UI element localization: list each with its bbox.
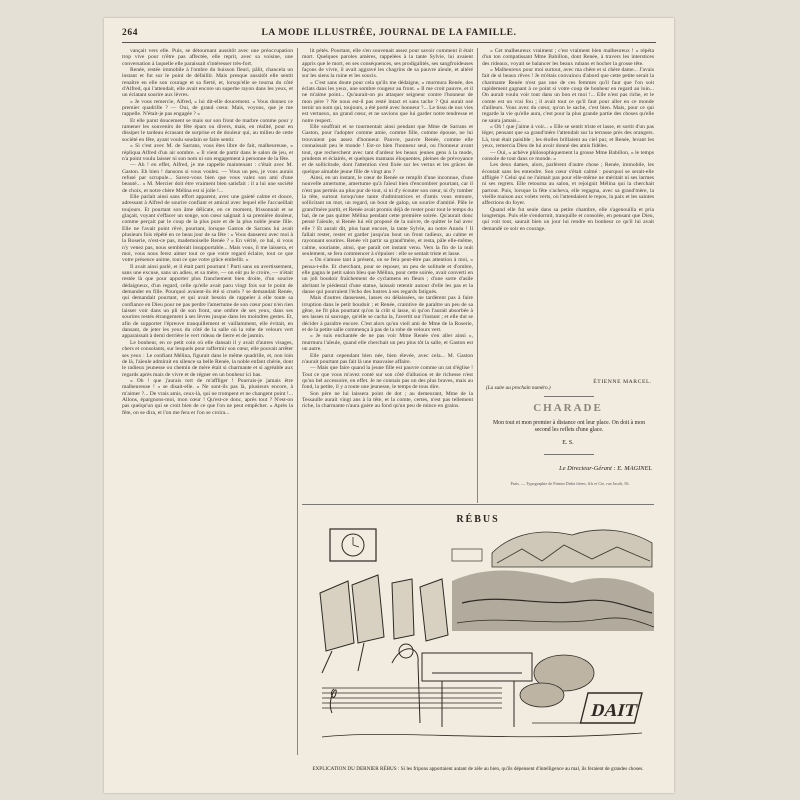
- column-divider: [477, 48, 478, 503]
- charade-text: Mon tout et mon premier à distance ont leur place. On doit à mon second les reflets d'une glace.: [493, 420, 645, 433]
- section-rule: [302, 504, 654, 505]
- text-column-1: [122, 48, 293, 755]
- story-author: ÉTIENNE MARCEL.: [593, 379, 652, 385]
- continued-note: (La suite au prochain numéro.): [486, 385, 551, 391]
- paragraph: Renée, restée immobile à l'ombre du buisson fleuri, pâlit, chancela un instant et fut sur le point de défaillir. Mais presque aussitôt elle sentit renaître en elle son courage et sa fierté, et, lorsqu'elle se tourna du côté d'Alfred, qui l'attendait, elle avait encore un superbe rayon dans les yeux, et un éclatant sourire aux lèvres.: [122, 67, 293, 99]
- rebus-explanation: EXPLICATION DU DERNIER RÉBUS : Si les fripons apportaient autant de zèle au bien, qu'ils dépensent d'intelligence au mal, ils feraient de grandes choses.: [312, 766, 644, 772]
- rebus-illustration: [302, 523, 656, 761]
- paragraph: « Oh ! que j'aurais tort de m'affliger ! Pourrais-je jamais être malheureuse ! » se disait-elle. « Ne sont-ils pas là, plusieurs encore, à m'aimer ?... De vrais amis, ceux-là, qui ne trompent et ne changent point !... Allons, épargnons-moi, mon cœur ! Qu'est-ce donc, après tout ? N'est-on pas quelqu'un qui se croit bien de ce que l'on ne peut empêcher. » Après la fête, on se dira, et l'on me fera et l'on se croira...: [122, 377, 293, 416]
- paragraph: — Mais que faire quand la jeune fille est pauvre comme un rat d'église ! Tout ce que vous m'avez conté sur son côté d'allusion et de richesse n'est qu'un bel accessoire, en effet. Je ne connais pas un des plus braves, mais au fond, la petite, il y a toute une jeunesse, le temps de tous dire.: [302, 365, 473, 391]
- section-rule: [544, 454, 594, 455]
- header-rule: [122, 42, 656, 43]
- paragraph: Son père ne lui laissera point de dot ; au demeurant, Mme de la Tessaulle aurait vingt ans à la tête, et la comte, certes, n'est pas tellement riche, la charmante n'aura guère au fond qu'un peu de mince en grains.: [302, 390, 473, 410]
- svg-text:DAIT: DAIT: [589, 700, 640, 720]
- printer-credit: Paris. — Typographie de Firmin Didot frères, fils et Cie, rue Jacob, 56.: [510, 481, 630, 486]
- ground-line: [322, 733, 642, 737]
- landscape-drawing: [452, 530, 652, 567]
- paragraph: Quand elle fut seule dans sa petite chambre, elle s'agenouilla et pria longtemps. Puis elle s'endormit, tranquille et consolée, en pensant que Dieu, qui voit tout, saurait bien un jour lui rendre en bonheur ce qu'il lui avait demandé ce soir en courage.: [482, 206, 654, 232]
- charade-signature: E. S.: [562, 440, 574, 446]
- paragraph: Il avait ainsi parlé, et il était parti pourtant ! Parti sans un avertissement, sans une excuse, sans un adieu, et sa mère, — on eût pu le croire, — n'était restée là que pour apporter plus franchement bien droite, d'un sourire dédaigneux, d'un regard, celle qu'elle avait paru vingt fois sur le point de demander en fille. Pourquoi avaient-ils été si cruels ? se demandait Renée, qui demandait pourtant, et qui avait besoin de rappeler à elle toute sa confiance en Dieu pour ne pas perdre l'amertume de son cœur pour n'en rien laisser voir dans un pli de son front, une ombre de ses yeux, dans ses sourires restés étrangement à ses lèvres jusque dans les moindres gestes. Et, afin de supporter l'épreuve tranquillement et vaillamment, elle évitait, en dansant, de jeter les yeux du côté de la salle où la robe de velours vert apparaissait à demi derrière le vert rideau de lierre et de jasmin.: [122, 263, 293, 340]
- paragraph: « Cet malheureux vraiment ; c'est vraiment bien malheureux ! » répéta d'un ton compatissant Mme Babillon, dont Renée, à travers les interstices des rideaux, voyait se balancer les beaux rubans et hocher la grosse tête.: [482, 48, 654, 67]
- paragraph: « Si c'est avec M. de Sarrans, vous êtes libre de fait, malheureuse, » répliqua Alfred d'un air sombre. « Il vient de partir dans le salon de jeu, et n'a point voulu laisser ni son nom ni son engagement à personne de la fête.: [122, 143, 293, 162]
- paragraph: Ainsi, en un instant, le cœur de Renée se remplit d'une inconnue, d'une nouvelle amertume, amertume qu'à l'aïeul bien d'encombrer pourtant, car il n'est pas permis au plus pur de tout, si ni d'y écouter son cœur, ni d'y tomber la tête, surtout lorsqu'une tante d'admiratrices et d'amis vous entoure, sollicitant un mot, un regard, un bout de galop, un sourire d'amitié. Pâle le grand'mère partit, et Renée avait promis déjà de rester pour tout le temps du bal, de ne pas quitter Mélina pendant cette première soirée. Qu'aurait donc pensé l'aïeule, si Renée lui eût proposé de la suivre, de quitter le bal avec elle ? Et aurait dit, plus haut encore, la tante Sylvie, au notre Annéa ! Il fallait rester, rester et garder jusqu'au bout un front radieux, au calme et rayonnant sourires. Renée vit partir sa grand'mère, et resta, pâle elle-même, calme, souriante, ainsi, que paraît cet instant venu. Vers la fin de la nuit seulement, se fera commencer à s'épuiser : elle se sentait triste et lasse.: [302, 174, 473, 257]
- rebus-title: RÉBUS: [456, 514, 500, 525]
- easels-drawing: [320, 575, 448, 673]
- clock-drawing: [330, 529, 376, 561]
- journal-page: [104, 18, 674, 793]
- page-number: 264: [122, 28, 139, 38]
- music-staff-drawing: [322, 688, 502, 713]
- paragraph: — Ah ! en effet, Alfred, je me rappelle maintenant : c'était avec M. Gaston. Eh bien ! dansons si vous voulez. — Vous un peu, je vous aurais refusé par scrupule... Savez-vous bien que vous valez son ami d'une beauté... » M. Mercier doit être vraiment bien satisfait : il a lui une société de choix, et notre chère Mélina est si jolie !...: [122, 162, 293, 194]
- dait-lettering: [581, 693, 642, 723]
- page-header: [122, 26, 656, 40]
- section-rule: [544, 396, 594, 397]
- paragraph: « On s'amuse tant à présent, on se fera peut-être pas attention à moi, » pensa-t-elle. Et cherchant, pour se reposer, un peu de solitude et d'ombre, elle gagna le petit salon bleu que Mélina, pour cette soirée, avait converti en un joli boudoir fraîchement de cyclamens en fleurs ; d'une sorte d'asile abritant le piédestal d'une statue, laissait retentir autour d'elle les pas et la danse qui pourraient l'écho des lustres à ses regards fatigués.: [302, 257, 473, 296]
- paragraph: Mais d'autres danseuses, lasses ou délaissées, ne tardèrent pas à faire irruption dans le petit boudoir ; et Renée, craintive de paraître un peu de sa gêne, ne fit plus pourtant qu'on la crût si lasse, ni qu'on l'aurait absorbée à ses lasses ni sauvage, qu'elle se cacha la, l'avertit sur l'instant ; et elle dut se décider à paraître encore. C'est alors qu'un vieil ami de Mme de la Roserie, et de la petite salle commença à pas de la robe de velours vert.: [302, 295, 473, 334]
- ink-wash-drawing: [452, 570, 654, 631]
- text-column-3: [482, 48, 654, 400]
- paragraph: Elle souffrait et se tourmentait ainsi pendant que Mme de Sarrans et Gaston, pour l'adopter comme amie, comme fille, comme épouse, ne lui trouvaient pas assez d'honneur. Pauvre, pauvre Renée, comme elle connaissait peu le monde ! Est-ce bien l'honneur seul, ou l'honneur avant tout, que recherchent avec tant d'ardeur les beaux jeunes gens à la mode, prudents et éclairés, et quelques mamans éloquentes, pleines de prévoyance et de sollicitude, dont l'attention s'est fixée sur les vertus et les grâces de quelque aimable jeune fille de vingt ans ?: [302, 124, 473, 175]
- paragraph: Elle parlait ainsi sans effort apparent, avec une gaieté calme et douce, adressant à Alfred de sourire confiant et amical avec lequel elle l'accueillait toujours. Et pourtant son âme délicate, en ce moment, frissonnait et se glaçait, voyant s'effacer un songe, son cœur saignait à sa première douleur, comme perçait par le coup de la plus pure et de la plus noble jeune fille. Elle ne l'avait point rêvé, pourtant, lorsque Gaston de Sarrans lui avait plusieurs fois répété en ce beau jour de sa fête : « Vous danserez avec moi à la Roserie, n'est-ce pas, mademoiselle Renée ? » En vérité, ce bal, si vous n'y venez pas, nous semblerait insupportable... Mais vous, il me laissera, et moi, vous nous ferez aimer tout ce que votre regard éclaire, tout ce que votre présence anime, tout ce que votre grâce embellit. »: [122, 193, 293, 264]
- paragraph: « Oh ! que j'aime à voir... » Elle se sentit triste et lasse, et sortit d'un pas léger, pensant que sa grand'mère l'attendait sur la terrasse près des orangers. Là, tout était paisible ; les étoiles brillaient au ciel pur, et Renée, levant les yeux, remercia Dieu de lui avoir donné des amis fidèles.: [482, 124, 654, 150]
- director-credit: Le Directeur-Gérant : E. MAGINEL: [559, 465, 652, 472]
- column-divider: [297, 48, 298, 755]
- paragraph: Elle parut cependant bien née, bien élevée, avec cela... M. Gaston n'aurait pourtant pas fait là une mauvaise affaire.: [302, 352, 473, 365]
- charade-title: CHARADE: [533, 402, 603, 414]
- paragraph: — Oui, » achève philosophiquement la grosse Mme Babillon, « le temps console de tout dans ce monde. »: [482, 149, 654, 162]
- paragraph: « Je suis enchantée de ne pas voir Mme Renée s'en aller ainsi », murmura l'aïeule, quand elle cherchait un peu plus tôt la salle, et Gaston est un autre.: [302, 333, 473, 353]
- paragraph: lit pétés. Pourtant, elle s'en souvenait assez pour savoir comment il était mort. Quelques paroles amères, rappelées à la tante Sylvie, lui avaient appris que le mort, en ses conséquences, ses prodigalités, ses sangfroideuses façons de vivre, il avait aggravé les chagrins de sa pauvre aïeule, et altéré sur les siens la ruine et les soucis.: [302, 48, 473, 80]
- piano-drawing: [392, 644, 532, 727]
- journal-title: LA MODE ILLUSTRÉE, JOURNAL DE LA FAMILLE.: [261, 28, 517, 38]
- paragraph: Le bonheur, en ce petit coin où elle dansait il y avait d'autres visages, chers et consolants, sur lesquels pour raffermir son cœur, elle pouvait arrêter ses yeux : Le confiant Mélina, figurait dans le même quadrille, et, non loin de là, l'aïeule admirait en silence sa belle Renée, la noble enfant chérie, dont le radieux jeunesse ou chemin de mère était si charmante et si agréable aux regards après mais de vivre et de régner en un bonheur ici bas.: [122, 339, 293, 378]
- paragraph: « C'est sans doute pour cela qu'ils me dédaigne, » murmura Renée, des éclats dans les yeux, une sombre rougeur au front. « Il me croit pauvre, et il ne m'aime point... Qu'aurait-on pu attaquer seigneur contre l'honneur de mon père ? Ne nous est-il pas resté intact et sans tache ? Qui aurait osé ternir un nom qui, toujours, a été porté avec honneur ?... Le tissu de nos vies est vertueux, un grand cœur, et ne savions que lui garder notre tendresse et notre respect.: [302, 79, 473, 124]
- paragraph: vançait vers elle. Puis, se détournant aussitôt avec une préoccupation trop vive pour n'être pas affectée, elle reprit, avec sa voisine, une conversation à laquelle elle paraissait s'intéresser très-fort.: [122, 48, 293, 67]
- paragraph: « Malheureux pour moi surtout, avec ma chère et si chère dame... J'avais fait de si beaux rêves ! Je m'étais convaincu d'abord que cette petite serait la charmante Renée n'est pas une de ces femmes qu'il faut que l'on soit rapidement gagnant à ce point si votre coup de bonheur en regard au loin... On aurait voulu voir tout dans un bon et moi !... Elle n'est pas riche, et le comte est un vrai fou ; il avait tout ce qu'il faut pour aller en ce monde d'ailleurs. Vous avez du cœur, qu'on le sache, c'est bien. Mais, pour ce qui regarde la vie qu'elle aura, c'est pour la plus grande partie des choses qu'elle ne saura jamais...: [482, 67, 654, 124]
- paragraph: Et elle parut doucement se mais sur son front de marbre comme pour y ramener les souvenirs de fête épars ou divers, mais, en réalité, pour en dissiper le tardeau écrasant de surprise et de douleur qui, au milieu de cette société en fête, ayant voulu soudain se faire sentir.: [122, 117, 293, 143]
- paragraph: « Je vous remercie, Alfred, » lui dit-elle doucement. « Vous donnez ce premier quadrille ? — Oui, de grand cœur. Mais, voyons, que je me rappelle. N'était-je pas engagée ? »: [122, 98, 293, 118]
- paragraph: Les deux dames, alors, parlèrent d'autre chose ; Renée, immobile, les écoutait sans les entendre. Son cœur s'était calmé : pourquoi se serait-elle affligée ? Celui qui ne l'aimait pas pour elle-même ne méritait ni ses larmes ni ses regrets. Elle retourna au salon, et rejoignit Mélina qui la cherchait partout. Puis, lorsque la fête s'acheva, elle regagna, avec sa grand'mère, la vieille maison aux volets verts, où l'attendaient le repos, la paix et les saintes affections du foyer.: [482, 162, 654, 207]
